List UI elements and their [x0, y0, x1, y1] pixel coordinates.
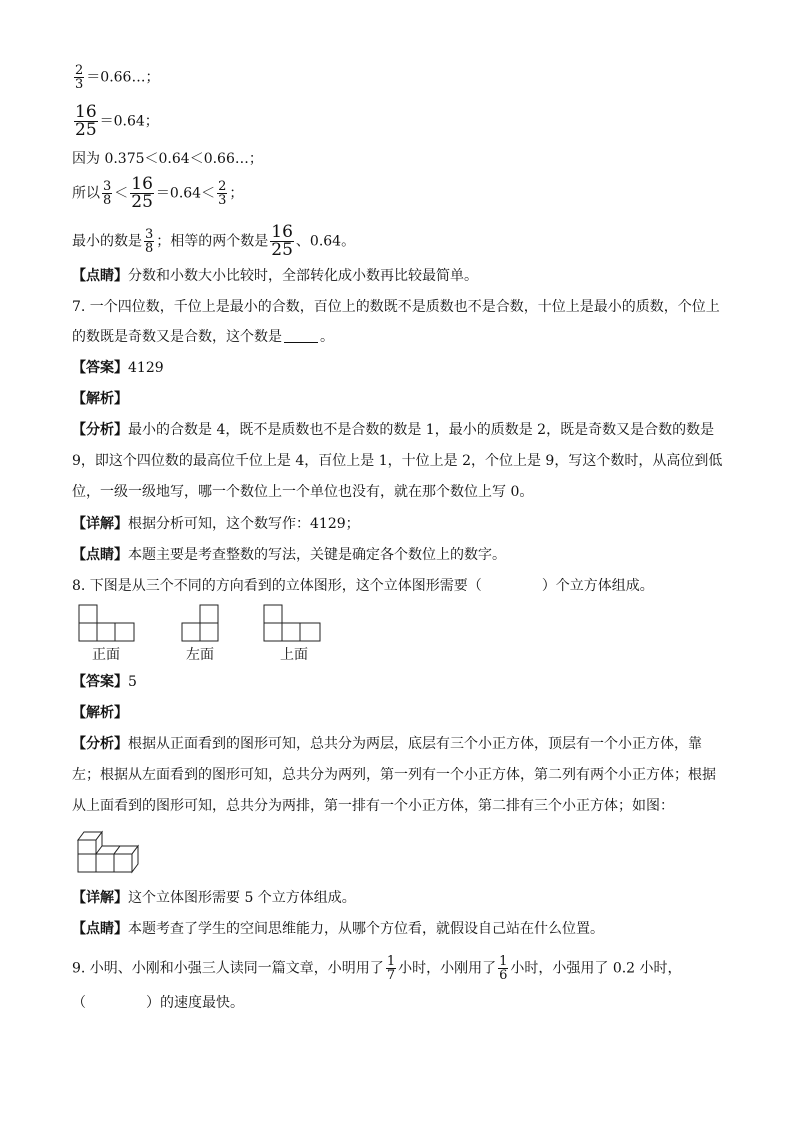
- cube-solid-figure: [76, 828, 138, 874]
- q7-comment: 【点睛】本题主要是考查整数的写法，关键是确定各个数位上的数字。: [72, 547, 506, 563]
- fraction: $\frac{3}{8}$: [103, 179, 112, 208]
- answer-blank[interactable]: [284, 328, 318, 343]
- q7-stem-line2: 的数既是奇数又是合数，这个数是 。: [72, 329, 334, 345]
- front-view-figure: [78, 604, 138, 642]
- left-view-figure: [181, 604, 223, 642]
- q7-analysis-heading: 【解析】: [72, 391, 128, 407]
- top-view-figure: [263, 604, 325, 642]
- smallest-line: 最小的数是 $\frac{3}{8}$ ；相等的两个数是 $\frac{16}{25}$ 、0.64。: [72, 222, 356, 260]
- q7-analysis-line1: 【分析】最小的合数是 4，既不是质数也不是合数的数是 1，最小的质数是 2，既是奇数又是合数的数是: [72, 422, 715, 438]
- q8-analysis-heading: 【解析】: [72, 705, 128, 721]
- q8-analysis-line3: 从上面看到的图形可知，总共分为两排，第一排有一个小正方体，第二排有三个小正方体；如图：: [72, 798, 674, 814]
- fraction: $\frac{16}{25}$: [271, 222, 293, 260]
- q8-comment: 【点睛】本题考查了学生的空间思维能力，从哪个方位看，就假设自己站在什么位置。: [72, 921, 604, 937]
- fraction: $\frac{16}{25}$: [131, 174, 153, 212]
- fraction: $\frac{1}{6}$: [499, 954, 508, 983]
- q9-stem-line2: （ ）的速度最快。: [72, 995, 244, 1011]
- therefore-line: 所以 $\frac{3}{8}$ ＜ $\frac{16}{25}$ ＝0.64＜ $\frac{2}{3}$ ；: [72, 174, 244, 212]
- q7-analysis-line2: 9，即这个四位数的最高位千位上是 4，百位上是 1，十位上是 2，个位上是 9，写这个数时，从高位到低: [72, 453, 723, 469]
- fraction: $\frac{3}{8}$: [145, 227, 154, 256]
- q8-analysis-line2: 左；根据从左面看到的图形可知，总共分为两列，第一列有一个小正方体，第二列有两个小正方体；根据: [72, 767, 716, 783]
- left-view-label: 左面: [186, 647, 214, 663]
- q7-stem-line1: 7. 一个四位数，千位上是最小的合数，百位上的数既不是质数也不是合数，十位上是最小的质数，个位上: [72, 299, 720, 315]
- q8-detail: 【详解】这个立体图形需要 5 个立方体组成。: [72, 890, 356, 906]
- fraction-line-2-3: $\frac{2}{3}$ ＝0.66…；: [75, 63, 160, 92]
- fraction-line-16-25: $\frac{16}{25}$ ＝0.64；: [75, 102, 159, 140]
- front-view-label: 正面: [92, 647, 120, 663]
- q7-answer: 【答案】4129: [72, 360, 164, 376]
- q8-answer: 【答案】5: [72, 674, 137, 690]
- q8-stem: 8. 下图是从三个不同的方向看到的立体图形，这个立体图形需要（ ）个立方体组成。: [72, 578, 654, 594]
- fraction: $\frac{2}{3}$: [218, 179, 227, 208]
- fraction: $\frac{16}{25}$: [75, 102, 97, 140]
- q7-analysis-line3: 位，一级一级地写，哪一个数位上一个单位也没有，就在那个数位上写 0。: [72, 484, 534, 500]
- q8-analysis-line1: 【分析】根据从正面看到的图形可知，总共分为两层，底层有三个小正方体，顶层有一个小正方体，靠: [72, 736, 702, 752]
- top-view-label: 上面: [280, 647, 308, 663]
- fraction: $\frac{2}{3}$: [75, 63, 84, 92]
- q9-stem-line1: 9. 小明、小刚和小强三人读同一篇文章，小明用了 $\frac{1}{7}$ 小时，小刚用了 $\frac{1}{6}$ 小时，小强用了 0.2 小时，: [72, 954, 682, 983]
- because-line: 因为 0.375＜0.64＜0.66…；: [72, 151, 263, 167]
- fraction: $\frac{1}{7}$: [386, 954, 396, 983]
- q7-detail: 【详解】根据分析可知，这个数写作：4129；: [72, 516, 360, 532]
- q6-comment: 【点睛】分数和小数大小比较时，全部转化成小数再比较最简单。: [72, 268, 478, 284]
